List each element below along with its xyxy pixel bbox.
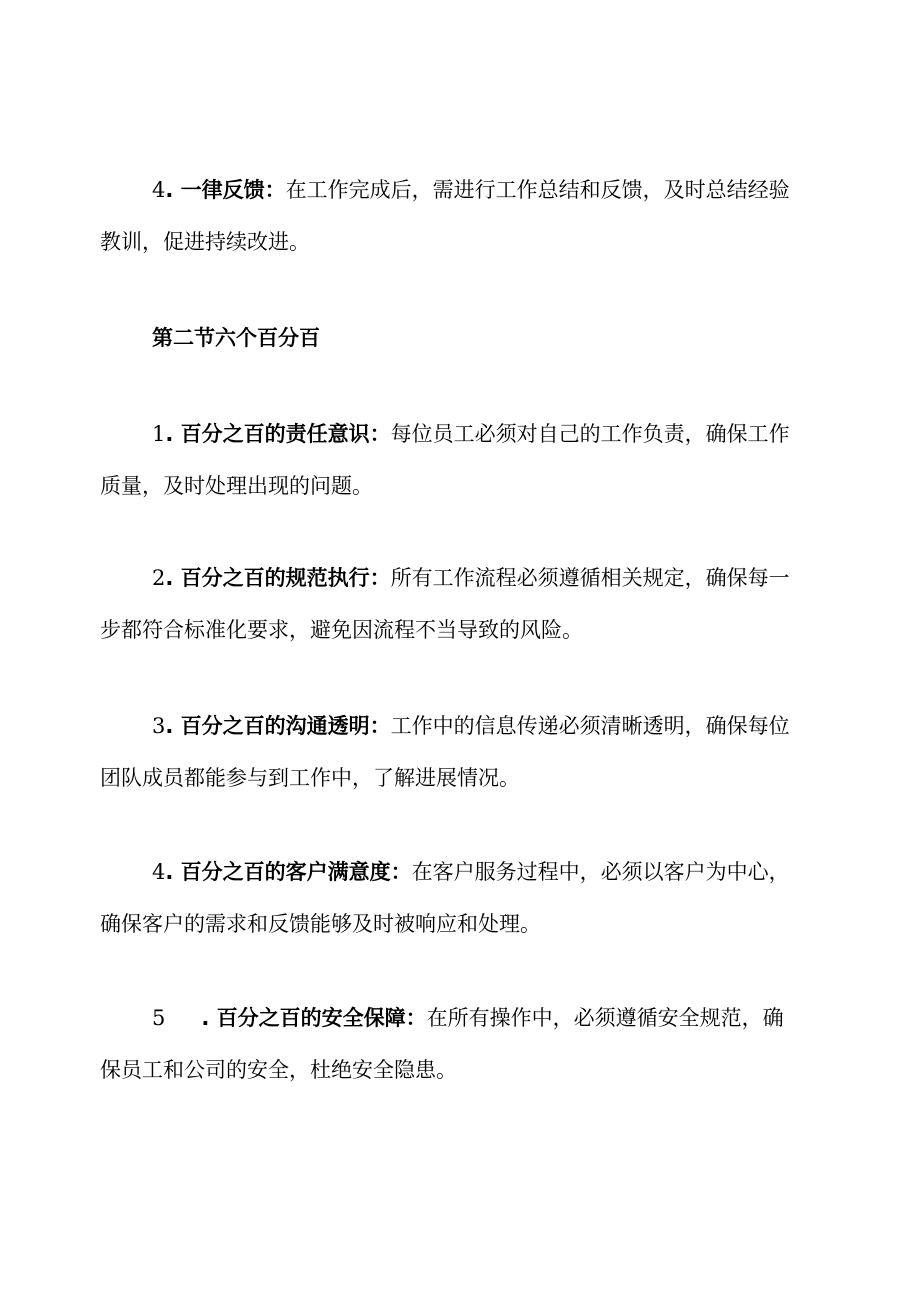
item-title: . 百分之百的责任意识： <box>165 422 391 446</box>
paragraph-safety <box>100 992 820 1096</box>
paragraph-line <box>100 216 820 268</box>
paragraph-standard-execution <box>100 552 820 656</box>
item-text: 所有工作流程必须遵循相关规定，确保每一 <box>390 566 790 590</box>
paragraph-line <box>100 700 820 752</box>
item-text: 在客户服务过程中，必须以客户为中心， <box>411 860 790 884</box>
paragraph-line <box>100 460 820 512</box>
item-number: 1 <box>152 422 166 446</box>
item-number: 5 <box>152 1006 166 1030</box>
paragraph-line <box>100 164 820 216</box>
paragraph-line <box>100 992 820 1044</box>
paragraph-feedback <box>100 164 820 268</box>
item-title: . 一律反馈： <box>165 178 286 202</box>
paragraph-line <box>100 846 820 898</box>
item-text: 确保客户的需求和反馈能够及时被响应和处理。 <box>100 912 541 936</box>
item-title: . 百分之百的规范执行： <box>165 566 391 590</box>
paragraph-line <box>100 898 820 950</box>
paragraph-line <box>100 408 820 460</box>
paragraph-line <box>100 1044 820 1096</box>
paragraph-customer-satisfaction <box>100 846 820 950</box>
item-title: . 百分之百的沟通透明： <box>165 714 391 738</box>
item-number: 4 <box>152 178 166 202</box>
item-title: . 百分之百的客户满意度： <box>165 860 412 884</box>
item-text: 团队成员都能参与到工作中，了解进展情况。 <box>100 766 520 790</box>
paragraph-line <box>100 552 820 604</box>
item-text: 每位员工必须对自己的工作负责，确保工作 <box>390 422 790 446</box>
item-number: 2 <box>152 566 166 590</box>
item-text: 在工作完成后，需进行工作总结和反馈，及时总结经验 <box>285 178 790 202</box>
item-text: 质量，及时处理出现的问题。 <box>100 474 373 498</box>
paragraph-line <box>100 752 820 804</box>
item-text: 教训，促进持续改进。 <box>100 230 310 254</box>
item-title: . 百分之百的安全保障： <box>201 1006 427 1030</box>
item-number: 3 <box>152 714 166 738</box>
item-text: 步都符合标准化要求，避免因流程不当导致的风险。 <box>100 618 583 642</box>
item-text: 保员工和公司的安全，杜绝安全隐患。 <box>100 1058 457 1082</box>
paragraph-line <box>100 604 820 656</box>
item-number: 4 <box>152 860 166 884</box>
section-heading: 第二节六个百分百 <box>152 326 320 350</box>
paragraph-responsibility <box>100 408 820 512</box>
item-text: 在所有操作中，必须遵循安全规范，确 <box>426 1006 784 1030</box>
item-text: 工作中的信息传递必须清晰透明，确保每位 <box>390 714 790 738</box>
paragraph-communication <box>100 700 820 804</box>
